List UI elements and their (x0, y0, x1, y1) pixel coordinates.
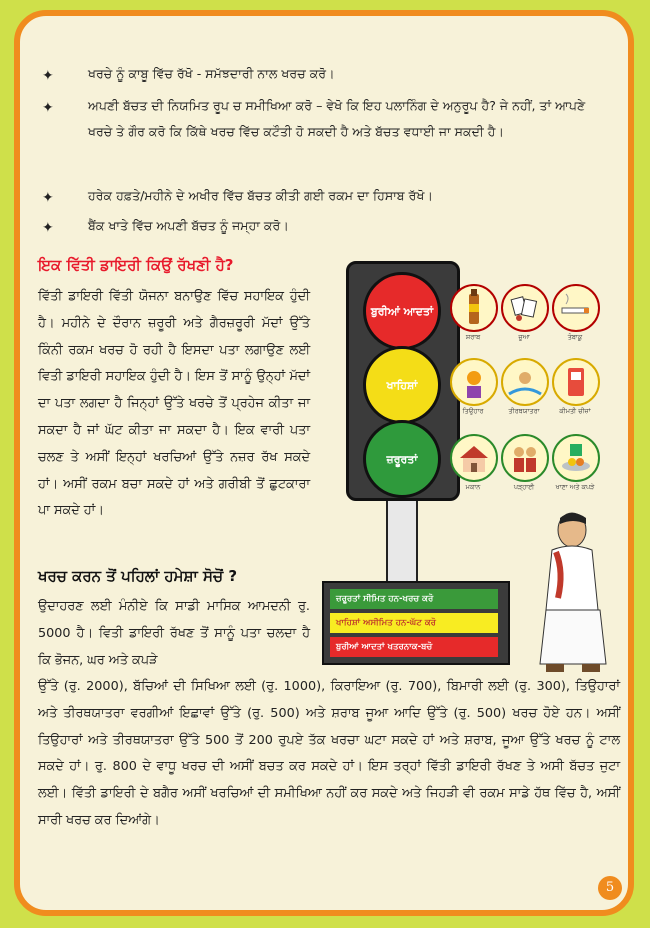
festival-icon (450, 358, 498, 406)
section-body-think-narrow: ਉਦਾਹਰਣ ਲਈ ਮੰਨੀਏ ਕਿ ਸਾਡੀ ਮਾਸਿਕ ਆਮਦਨੀ ਰੁ. 5000 ਹੈ। ਵਿਤੀ ਡਾਇਰੀ ਰੱਖਣ ਤੋਂ ਸਾਨੂੰ ਪਤਾ ਚਲਦਾ ਹੈ ਕਿ ਭੋਜਨ, ਘਰ ਅਤੇ ਕਪੜੇ (38, 599, 310, 668)
bullet-text: ਹਰੇਕ ਹਫ਼ਤੇ/ਮਹੀਨੇ ਦੇ ਅਖੀਰ ਵਿੱਚ ਬੱਚਤ ਕੀਤੀ ਗਈ ਰਕਮ ਦਾ ਹਿਸਾਬ ਰੱਖੋ। (88, 188, 433, 203)
cigarette-icon (552, 284, 600, 332)
bad-habits-icons (450, 284, 598, 342)
bullet-icon: ✦ (42, 100, 54, 116)
section-heading-think: ਖਰਚ ਕਰਨ ਤੋਂ ਪਹਿਲਾਂ ਹਮੇਸ਼ਾ ਸੋਚੋਂ ? (38, 567, 238, 585)
playing-cards-icon (501, 284, 549, 332)
appliance-icon (552, 358, 600, 406)
bullet-text: ਅਪਣੀ ਬੱਚਤ ਦੀ ਨਿਯਮਿਤ ਰੂਪ ਚ ਸਮੀਖਿਆ ਕਰੋ – ਵੇਖੋ ਕਿ ਇਹ ਪਲਾਨਿੰਗ ਦੇ ਅਨੁਰੂਪ ਹੈ? ਜੇ ਨਹੀਂ, ਤਾਂ ਆਪਣੇ ਖਰਚੇ ਤੇ ਗੌਰ ਕਰੋ ਕਿ ਕਿੱਥੇ ਖਰਚ ਵਿੱਚ ਕਟੌਤੀ ਹੋ ਸਕਦੀ ਹੈ ਅਤੇ ਬੱਚਤ ਵਧਾਈ ਜਾ ਸਕਦੀ ਹੈ। (88, 98, 586, 139)
legend-bad-habits: ਬੁਰੀਆਂ ਆਦਤਾਂ ਖਤਰਨਾਕ-ਬਚੋ (330, 637, 498, 657)
bullet-icon: ✦ (42, 190, 54, 206)
red-light: ਬੁਰੀਆਂ ਆਦਤਾਂ (363, 272, 441, 350)
traffic-light (346, 261, 460, 501)
green-light: ਜ਼ਰੂਰਤਾਂ (363, 420, 441, 498)
icon-label: ਤਿਉਹਾਰ (462, 407, 484, 415)
section-heading-diary: ਇਕ ਵਿੱਤੀ ਡਾਇਰੀ ਕਿਉਂ ਰੱਖਣੀ ਹੈ? (38, 256, 234, 274)
man-illustration (516, 504, 612, 684)
legend-wants: ਖਾਹਿਸ਼ਾਂ ਅਸੀਮਿਤ ਹਨ-ਘੱਟ ਕਰੋ (330, 613, 498, 633)
icon-label: ਮਕਾਨ (465, 483, 481, 491)
icon-label: ਖਾਣਾ ਅਤੇ ਕਪੜੇ (555, 483, 595, 491)
legend-strip (322, 581, 510, 665)
section-body-diary: ਵਿੱਤੀ ਡਾਇਰੀ ਵਿੱਤੀ ਯੋਜਨਾ ਬਨਾਉਣ ਵਿੱਚ ਸਹਾਇਕ ਹੁੰਦੀ ਹੈ। ਮਹੀਨੇ ਦੇ ਦੌਰਾਨ ਜ਼ਰੂਰੀ ਅਤੇ ਗੈਰਜ਼ਰੂਰੀ ਮੱਦਾਂ ਉੱਤੇ ਕਿੰਨੀ ਰਕਮ ਖਰਚ ਹੋ ਰਹੀ ਹੈ ਇਸਦਾ ਪਤਾ ਲਗਾਉਣ ਲਈ ਵਿਤੀ ਡਾਇਰੀ ਸਹਾਇਕ ਹੁੰਦੀ ਹੈ। ਇਸ ਤੋਂ ਸਾਨੂੰ ਉਨ੍ਹਾਂ ਮੱਦਾਂ ਦਾ ਪਤਾ ਲਗਦਾ ਹੈ ਜਿਨ੍ਹਾਂ ਉੱਤੇ ਖਰਚੇ ਤੋਂ ਪ੍ਰਹੇਜ ਕੀਤਾ ਜਾ ਸਕਦਾ ਹੈ ਜਾਂ ਘੱਟ ਕੀਤਾ ਜਾ ਸਕਦਾ ਹੈ। ਇਕ ਵਾਰੀ ਪਤਾ ਚਲਣ ਤੇ ਅਸੀਂ ਇਨ੍ਹਾਂ ਖਰਚਿਆਂ ਉੱਤੇ ਨਜ਼ਰ ਰੱਖ ਸਕਦੇ ਹਾਂ। ਅਸੀਂ ਰਕਮ ਬਚਾ ਸਕਦੇ ਹਾਂ ਅਤੇ ਗਰੀਬੀ ਤੋਂ ਛੁਟਕਾਰਾ ਪਾ ਸਕਦੇ ਹਾਂ। (38, 289, 310, 519)
house-icon (450, 434, 498, 482)
yellow-light: ਖਾਹਿਸ਼ਾਂ (363, 346, 441, 424)
page-frame (14, 10, 634, 916)
bullet-text: ਖਰਚੇ ਨੂੰ ਕਾਬੂ ਵਿੱਚ ਰੱਖੋ - ਸਮੱਝਦਾਰੀ ਨਾਲ ਖਰਚ ਕਰੋ। (88, 66, 335, 81)
students-icon (501, 434, 549, 482)
page-number: 5 (598, 876, 622, 900)
icon-label: ਸ਼ਰਾਬ (465, 333, 481, 341)
icon-label: ਤੰਬਾਕੂ (567, 333, 583, 341)
legend-needs: ਜ਼ਰੂਰਤਾਂ ਸੀਮਿਤ ਹਨ-ਖਰਚ ਕਰੋ (330, 589, 498, 609)
icon-label: ਜੂਆ (518, 333, 530, 341)
icon-label: ਕੀਮਤੀ ਚੀਜ਼ਾਂ (559, 407, 591, 415)
liquor-bottle-icon (450, 284, 498, 332)
icon-label: ਪੜ੍ਹਾਈ (513, 483, 535, 491)
bullet-icon: ✦ (42, 220, 54, 236)
section-body-think-wide: ਉੱਤੇ (ਰੁ. 2000), ਬੱਚਿਆਂ ਦੀ ਸਿਖਿਆ ਲਈ (ਰੁ. 1000), ਕਿਰਾਇਆ (ਰੁ. 700), ਬਿਮਾਰੀ ਲਈ (ਰੁ. 300), ਤਿਉਹਾਰਾਂ ਅਤੇ ਤੀਰਥਯਾਤਰਾ ਵਰਗੀਆਂ ਇਛਾਵਾਂ ਉੱਤੇ (ਰੁ. 500) ਅਤੇ ਸ਼ਰਾਬ ਜੂਆ ਆਦਿ ਉੱਤੇ (ਰੁ. 500) ਖਰਚ ਹੋਏ ਹਨ। ਅਸੀਂ ਤਿਉਹਾਰਾਂ ਅਤੇ ਤੀਰਥਯਾਤਰਾ ਉੱਤੇ 500 ਤੋਂ 200 ਰੁਪਏ ਤੱਕ ਖਰਚਾ ਘਟਾ ਸਕਦੇ ਹਾਂ ਅਤੇ ਸ਼ਰਾਬ, ਜੂਆ ਉੱਤੇ ਖਰਚ ਨੂੰ ਟਾਲ ਸਕਦੇ ਹਾਂ। ਰੁ. 800 ਦੇ ਵਾਧੂ ਖਰਚ ਦੀ ਅਸੀਂ ਬਚਤ ਕਰ ਸਕਦੇ ਹਾਂ। ਇਸ ਤਰ੍ਹਾਂ ਵਿੱਤੀ ਡਾਇਰੀ ਰੱਖਣ ਤੇ ਅਸੀ ਬੱਚਤ ਜੁਟਾ ਲਈ। ਵਿੱਤੀ ਡਾਇਰੀ ਦੇ ਬਗੈਰ ਅਸੀਂ ਖਰਚਿਆਂ ਦੀ ਸਮੀਖਿਆ ਨਹੀਂ ਕਰ ਸਕਦੇ ਅਤੇ ਜਿਹੜੀ ਵੀ ਰਕਮ ਸਾਡੇ ਹੱਥ ਵਿੱਚ ਹੈ, ਅਸੀਂ ਸਾਰੀ ਖਰਚ ਕਰ ਦਿਆਂਗੇ। (38, 679, 620, 828)
bullet-text: ਬੈਂਕ ਖਾਤੇ ਵਿੱਚ ਅਪਣੀ ਬੱਚਤ ਨੂੰ ਜਮ੍ਹਾ ਕਰੋ। (88, 218, 289, 233)
needs-icons (450, 434, 598, 492)
icon-label: ਤੀਰਥਯਾਤਰਾ (508, 407, 540, 415)
pilgrimage-icon (501, 358, 549, 406)
food-clothes-icon (552, 434, 600, 482)
bullet-icon: ✦ (42, 68, 54, 84)
wants-icons (450, 358, 598, 416)
